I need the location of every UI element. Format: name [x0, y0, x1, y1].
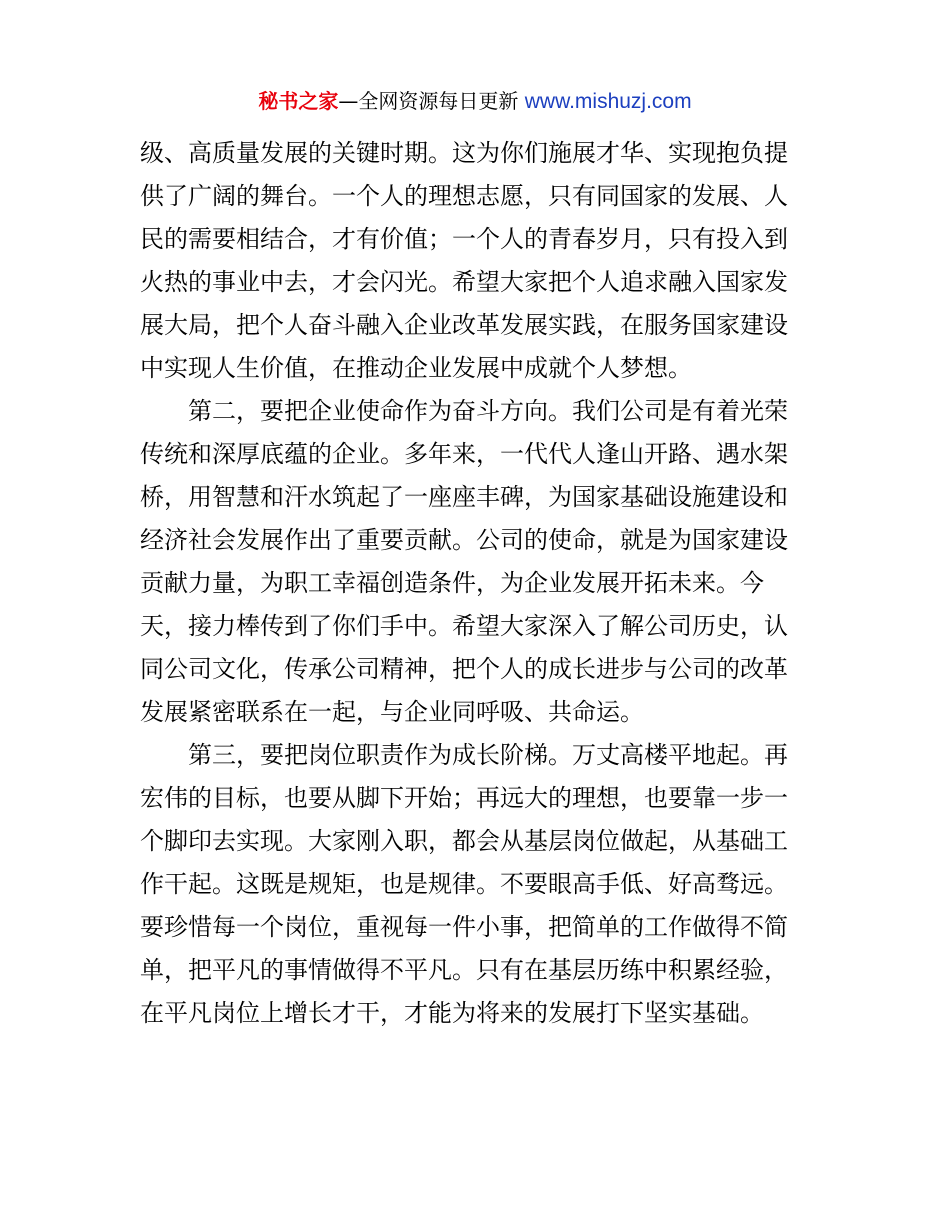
text-line: 桥，用智慧和汗水筑起了一座座丰碑，为国家基础设施建设和	[140, 483, 788, 511]
paragraph	[140, 734, 812, 1035]
text-line: 民的需要相结合，才有价值；一个人的青春岁月，只有投入到	[140, 225, 788, 253]
text-line: 作干起。这既是规矩，也是规律。不要眼高手低、好高骛远。	[140, 870, 788, 898]
text-line: 传统和深厚底蕴的企业。多年来，一代代人逢山开路、遇水架	[140, 440, 788, 468]
text-line: 贡献力量，为职工幸福创造条件，为企业发展开拓未来。今	[140, 569, 764, 597]
text-line: 经济社会发展作出了重要贡献。公司的使命，就是为国家建设	[140, 526, 788, 554]
text-line: 天，接力棒传到了你们手中。希望大家深入了解公司历史，认	[140, 612, 788, 640]
text-line: 第二，要把企业使命作为奋斗方向。我们公司是有着光荣	[140, 397, 788, 425]
text-line: 同公司文化，传承公司精神，把个人的成长进步与公司的改革	[140, 655, 788, 683]
site-url-link[interactable]: www.mishuzj.com	[524, 90, 692, 113]
paragraph	[140, 132, 812, 390]
site-tagline: —全网资源每日更新	[338, 89, 525, 113]
text-line: 宏伟的目标，也要从脚下开始；再远大的理想，也要靠一步一	[140, 784, 788, 812]
text-line: 单，把平凡的事情做得不平凡。只有在基层历练中积累经验，	[140, 956, 788, 984]
text-line: 第三，要把岗位职责作为成长阶梯。万丈高楼平地起。再	[140, 741, 788, 769]
text-line: 展大局，把个人奋斗融入企业改革发展实践，在服务国家建设	[140, 311, 788, 339]
text-line: 火热的事业中去，才会闪光。希望大家把个人追求融入国家发	[140, 268, 788, 296]
text-line: 要珍惜每一个岗位，重视每一件小事，把简单的工作做得不简	[140, 913, 788, 941]
document-body	[140, 132, 812, 1035]
text-line: 发展紧密联系在一起，与企业同呼吸、共命运。	[140, 698, 644, 726]
text-line: 级、高质量发展的关键时期。这为你们施展才华、实现抱负提	[140, 139, 788, 167]
text-line: 中实现人生价值，在推动企业发展中成就个人梦想。	[140, 354, 692, 382]
text-line: 个脚印去实现。大家刚入职，都会从基层岗位做起，从基础工	[140, 827, 788, 855]
site-brand: 秘书之家	[258, 89, 339, 113]
page-header	[0, 86, 950, 117]
text-line: 在平凡岗位上增长才干，才能为将来的发展打下坚实基础。	[140, 999, 764, 1027]
text-line: 供了广阔的舞台。一个人的理想志愿，只有同国家的发展、人	[140, 182, 788, 210]
paragraph	[140, 390, 812, 734]
